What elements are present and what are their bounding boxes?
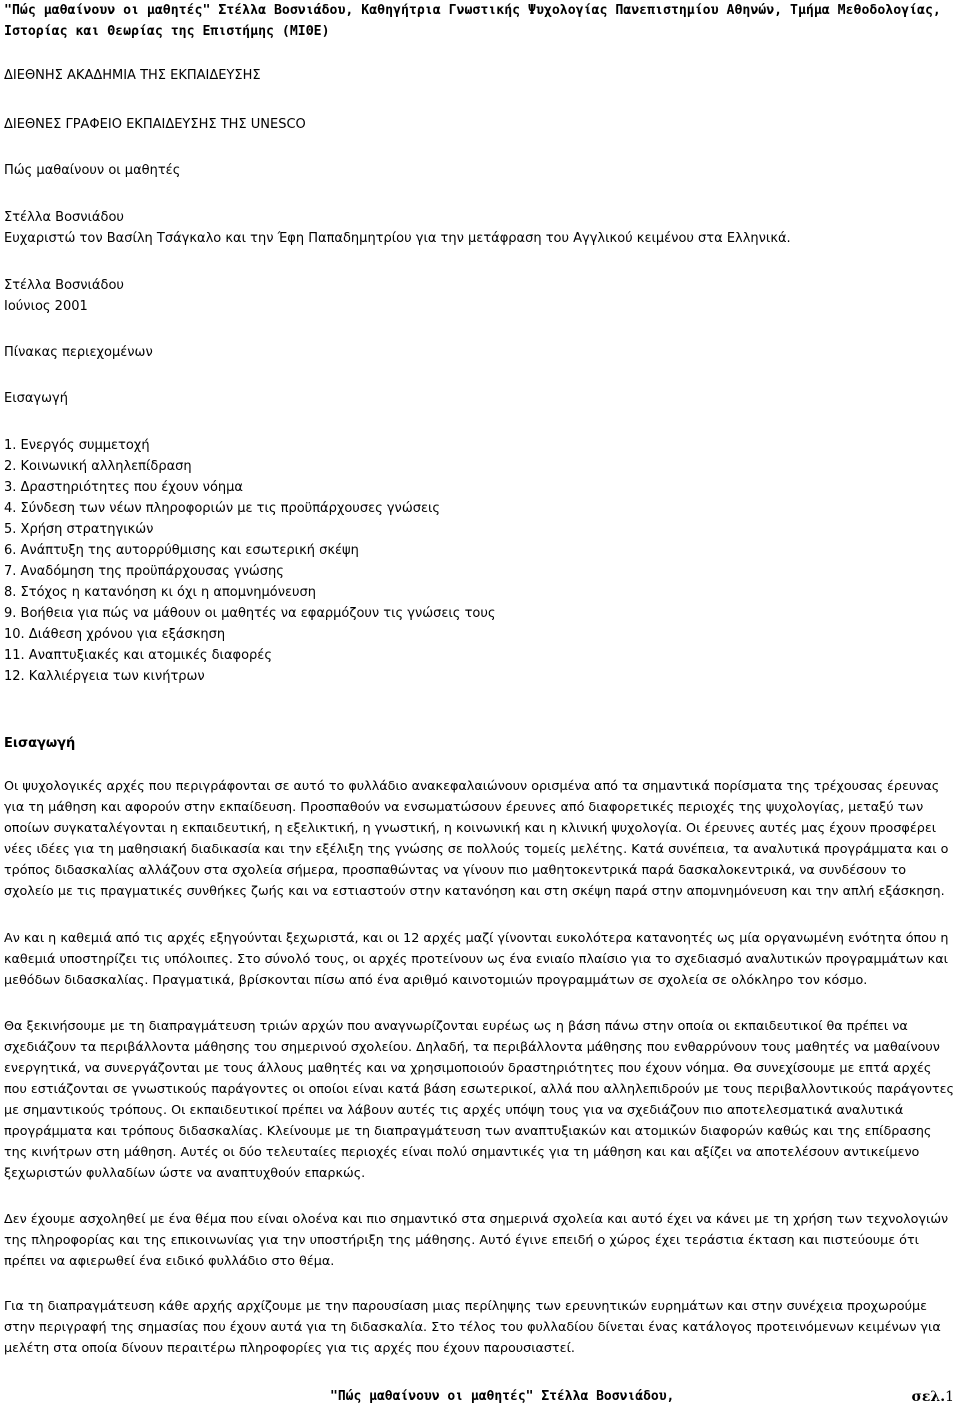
toc-item: 6. Ανάπτυξη της αυτορρύθμισης και εσωτερική σκέψη — [4, 543, 359, 558]
running-header-line-2: Ιστορίας και Θεωρίας της Επιστήμης (ΜΙΘΕ) — [4, 24, 330, 39]
body-paragraph: Αν και η καθεμιά από τις αρχές εξηγούνται ξεχωριστά, και οι 12 αρχές μαζί γίνονται ευκολότερα κατανοητές ως μία οργανωμένη ενότητα όπου η καθεμιά υποστηρίζει τις υπόλοιπες. Στο σύνολό τους, οι αρχές προτείνουν ως ένα ενιαίο πλαίσιο για το σχεδιασμό αναλυτικών προγραμμάτων και μεθόδων διδασκαλίας. Πραγματικά, βρίσκονται πίσω από ένα αριθμό καινοτομιών προγραμμάτων σε σχολεία σε ολόκληρο τον κόσμο. — [4, 931, 949, 988]
toc-item: 2. Κοινωνική αλληλεπίδραση — [4, 459, 192, 474]
toc-item: 3. Δραστηριότητες που έχουν νόημα — [4, 480, 243, 495]
toc-item: 8. Στόχος η κατανόηση κι όχι η απομνημόνευση — [4, 585, 317, 600]
document-title: Πώς μαθαίνουν οι μαθητές — [4, 163, 181, 178]
toc-heading: Πίνακας περιεχομένων — [4, 345, 153, 360]
section-heading-introduction: Εισαγωγή — [4, 736, 76, 751]
page-label: σελ. — [911, 1389, 946, 1405]
toc-item: 4. Σύνδεση των νέων πληροφοριών με τις προϋπάρχουσες γνώσεις — [4, 501, 440, 516]
toc-intro-entry: Εισαγωγή — [4, 391, 68, 406]
page-footer — [0, 1389, 960, 1411]
toc-item: 7. Αναδόμηση της προϋπάρχουσας γνώσης — [4, 564, 284, 579]
running-header-line-1: "Πώς μαθαίνουν οι μαθητές" Στέλλα Βοσνιάδου, Καθηγήτρια Γνωστικής Ψυχολογίας Πανεπιστημίου Αθηνών, Τμήμα Μεθοδολογίας, — [4, 3, 941, 18]
body-paragraph: Για τη διαπραγμάτευση κάθε αρχής αρχίζουμε με την παρουσίαση μιας περίληψης των ερευνητικών ευρημάτων και στην συνέχεια προχωρούμε στην περιγραφή της σημασίας που έχουν αυτά για τη διδασκαλία. Στο τέλος του φυλλαδίου δίνεται ένας κατάλογος προτεινόμενων κειμένων για μελέτη στα οποία δίνουν περαιτέρω πληροφορίες για τις αρχές που έχουν παρουσιαστεί. — [4, 1299, 941, 1356]
page-number — [912, 1389, 954, 1405]
toc-item: 9. Βοήθεια για πώς να μάθουν οι μαθητές να εφαρμόζουν τις γνώσεις τους — [4, 606, 496, 621]
toc-item: 11. Αναπτυξιακές και ατομικές διαφορές — [4, 648, 272, 663]
toc-item: 10. Διάθεση χρόνου για εξάσκηση — [4, 627, 226, 642]
acknowledgement: Ευχαριστώ τον Βασίλη Τσάγκαλο και την Έφη Παπαδημητρίου για την μετάφραση του Αγγλικού κειμένου στα Ελληνικά. — [4, 231, 791, 246]
body-paragraph: Δεν έχουμε ασχοληθεί με ένα θέμα που είναι ολοένα και πιο σημαντικό στα σημερινά σχολεία και αυτό έχει να κάνει με τη χρήση των τεχνολογιών της πληροφορίας και της επικοινωνίας για την υποστήριξη της μάθησης. Αυτό έγινε επειδή ο χώρος έχει τεράστια έκταση και πιστεύουμε ότι πρέπει να αφιερωθεί ένα ειδικό φυλλάδιο στο θέμα. — [4, 1212, 949, 1269]
author-name-2: Στέλλα Βοσνιάδου — [4, 278, 124, 293]
author-name: Στέλλα Βοσνιάδου — [4, 210, 124, 225]
toc-item: 12. Καλλιέργεια των κινήτρων — [4, 669, 205, 684]
page-number-value: 1 — [945, 1389, 954, 1405]
bureau-name: ΔΙΕΘΝΕΣ ΓΡΑΦΕΙΟ ΕΚΠΑΙΔΕΥΣΗΣ ΤΗΣ UNESCO — [4, 117, 306, 132]
publication-date: Ιούνιος 2001 — [4, 299, 88, 314]
toc-item: 5. Χρήση στρατηγικών — [4, 522, 154, 537]
table-of-contents — [4, 435, 496, 687]
academy-name: ΔΙΕΘΝΗΣ ΑΚΑΔΗΜΙΑ ΤΗΣ ΕΚΠΑΙΔΕΥΣΗΣ — [4, 68, 261, 83]
body-paragraph: Θα ξεκινήσουμε με τη διαπραγμάτευση τριών αρχών που αναγνωρίζονται ευρέως ως η βάση πάνω στην οποία οι εκπαιδευτικοί θα πρέπει να σχεδιάζουν τα περιβάλλοντα μάθησης του σημερινού σχολείου. Δηλαδή, τα περιβάλλοντα μάθησης που ενθαρρύνουν τους μαθητές να μαθαίνουν ενεργητικά, να συνεργάζονται με τους άλλους μαθητές και να χρησιμοποιούν δραστηριότητες που έχουν νόημα. Θα συνεχίσουμε με επτά αρχές που εστιάζονται σε γνωστικούς παράγοντες οι οποίοι είναι κατά βάση εσωτερικοί, αλλά που αλληλεπιδρούν με τους περιβαλλοντικούς παράγοντες με σημαντικούς τρόπους. Οι εκπαιδευτικοί πρέπει να λάβουν αυτές τις αρχές υπόψη τους για να σχεδιάζουν πιο αποτελεσματικά αναλυτικά προγράμματα και τρόπους διδασκαλίας. Κλείνουμε με τη διαπραγμάτευση των αναπτυξιακών και ατομικών διαφορών καθώς και της επίδρασης της κινήτρων στη μάθηση. Αυτές οι δύο τελευταίες περιοχές είναι πολύ σημαντικές για τη μάθηση και και αξίζει να αποτελέσουν αντικείμενο ξεχωριστών φυλλαδίων ώστε να αναπτυχθούν επαρκώς. — [4, 1019, 954, 1181]
body-paragraph: Οι ψυχολογικές αρχές που περιγράφονται σε αυτό το φυλλάδιο ανακεφαλαιώνουν ορισμένα από τα σημαντικά πορίσματα της τρέχουσας έρευνας για τη μάθηση και αφορούν στην εκπαίδευση. Προσπαθούν να ενσωματώσουν έρευνες από διαφορετικές περιοχές της ψυχολογίας, μεταξύ των οποίων συγκαταλέγονται η εκπαιδευτική, η εξελικτική, η γνωστική, η κοινωνική και η κλινική ψυχολογία. Οι έρευνες αυτές μας έχουν προσφέρει νέες ιδέες για τη μαθησιακή διαδικασία και την εξέλιξη της γνώσης σε πολλούς τομείς μελέτης. Κατά συνέπεια, τα αναλυτικά προγράμματα και ο τρόπος διδασκαλίας αλλάζουν στα σχολεία σήμερα, προσπαθώντας να γίνουν πιο μαθητοκεντρικά παρά δασκαλοκεντρικά, να συνδέσουν το σχολείο με τις πραγματικές συνθήκες ζωής και να εστιαστούν στην κατανόηση και στη σκέψη παρά στην απομνημόνευση και την απλή εξάσκηση. — [4, 779, 949, 899]
toc-item: 1. Ενεργός συμμετοχή — [4, 438, 150, 453]
footer-title: "Πώς μαθαίνουν οι μαθητές" Στέλλα Βοσνιάδου, — [330, 1389, 675, 1404]
